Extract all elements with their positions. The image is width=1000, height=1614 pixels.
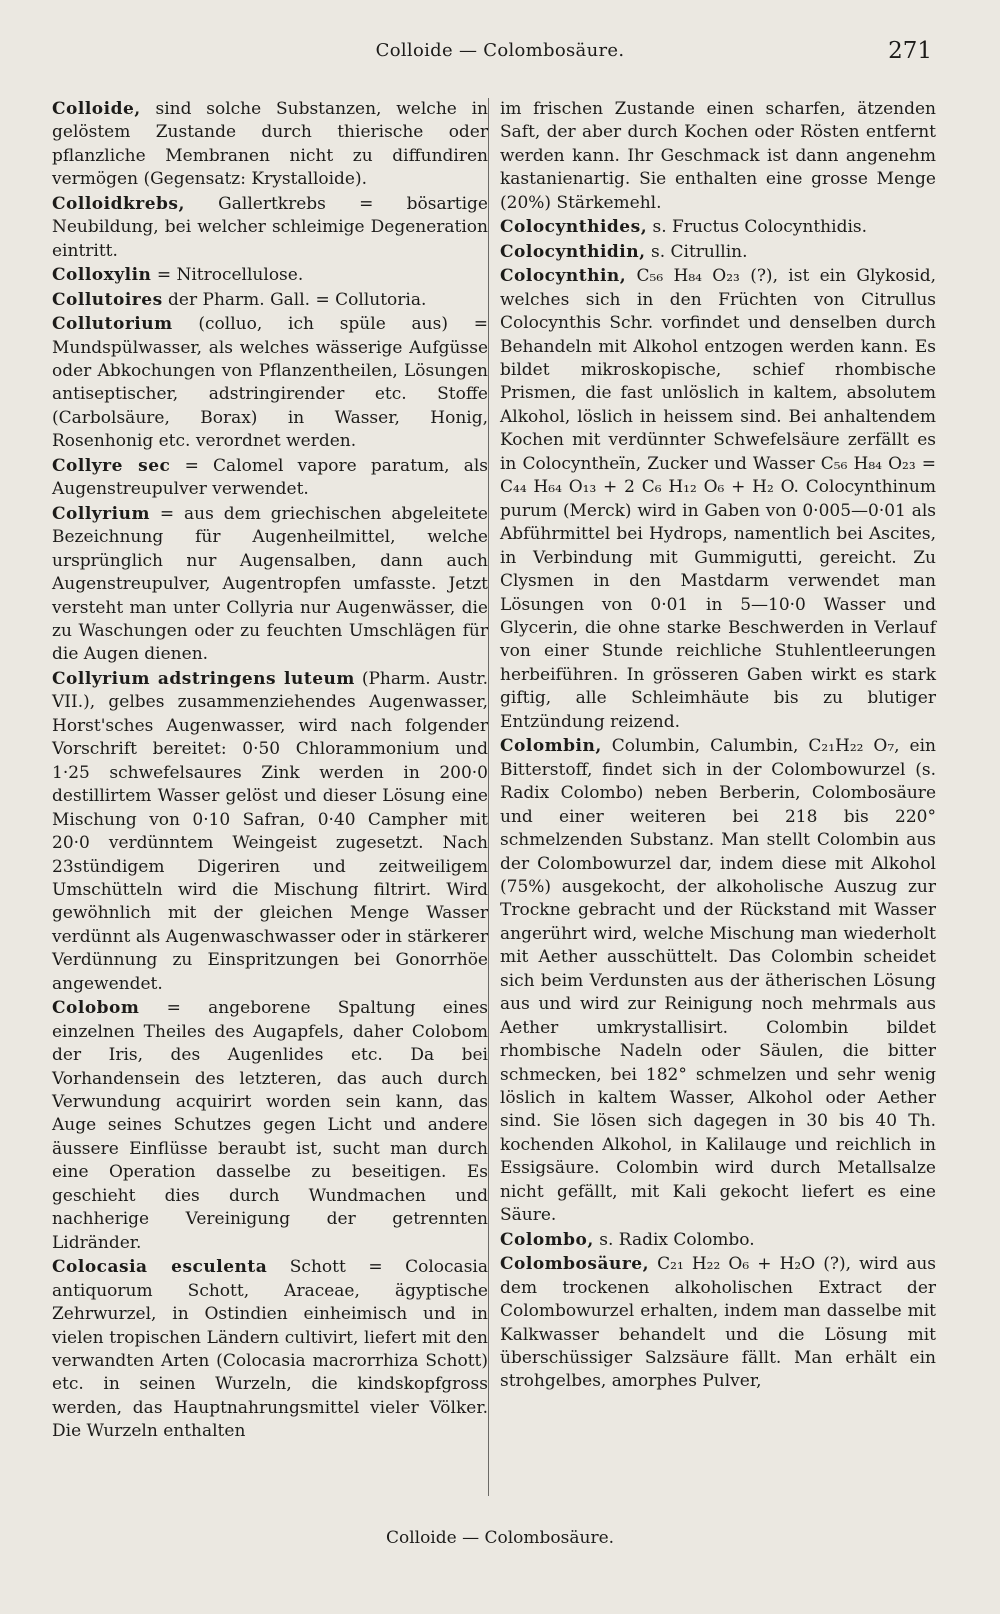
dictionary-entry [500, 98, 936, 215]
entry-text: C₂₁ H₂₂ O₆ + H₂O (?), wird aus dem trockenen alkoholischen Extract der Colombowurzel erhalten, indem man dasselbe mit Kalkwasser behandelt und die Lösung mit überschüssiger Salzsäure fällt. Man erhält ein strohgelbes, amorphes Pulver, [500, 1254, 936, 1392]
dictionary-entry [52, 1256, 488, 1444]
entry-text: der Pharm. Gall. = Collutoria. [162, 289, 427, 310]
entry-headword: Collyrium [52, 503, 150, 524]
dictionary-entry [52, 193, 488, 263]
dictionary-entry [52, 997, 488, 1255]
column-divider [488, 98, 489, 1496]
dictionary-entry [500, 216, 936, 239]
dictionary-entry [500, 1253, 936, 1394]
dictionary-entry [52, 313, 488, 454]
dictionary-entry [500, 241, 936, 264]
entry-headword: Colocynthin, [500, 266, 627, 287]
entry-headword: Colocynthidin, [500, 241, 646, 262]
entry-text: s. Citrullin. [645, 241, 748, 262]
dictionary-entry [52, 289, 488, 312]
entry-text: sind solche Substanzen, welche in gelöstem Zustande durch thierische oder pflanzliche Membranen nicht zu diffundiren vermögen (Gegensatz: Krystalloide). [52, 99, 488, 190]
entry-headword: Collyrium adstringens luteum [52, 668, 355, 689]
dictionary-entry [500, 735, 936, 1228]
running-foot: Colloide — Colombosäure. [385, 1528, 615, 1548]
entry-headword: Collyre sec [52, 455, 171, 476]
entry-text: = angeborene Spaltung eines einzelnen Theiles des Augapfels, daher Colobom der Iris, des Augenlides etc. Da bei Vorhandensein des letzteren, das auch durch Verwundung acquirirt worden sein kann, das Auge seines Schutzes gegen Licht und andere äussere Einflüsse beraubt ist, sucht man durch eine Operation dasselbe zu beseitigen. Es geschieht dies durch Wundmachen und nachherige Vereinigung der getrennten Lidränder. [52, 998, 488, 1253]
entry-headword: Colobom [52, 998, 140, 1019]
entry-headword: Colloxylin [52, 265, 152, 286]
entry-headword: Colombin, [500, 736, 602, 757]
entry-text: (Pharm. Austr. VII.), gelbes zusammenziehendes Augenwasser, Horst'sches Augenwasser, wird nach folgender Vorschrift bereitet: 0·50 Chlorammonium und 1·25 schwefelsaures Zink werden in 200·0 destillirtem Wasser gelöst und dieser Lösung eine Mischung von 0·10 Safran, 0·40 Campher mit 20·0 verdünntem Weingeist zugesetzt. Nach 23stündigem Digeriren und zeitweiligem Umschütteln wird die Mischung filtrirt. Wird gewöhnlich mit der gleichen Menge Wasser verdünnt als Augenwaschwasser oder in stärkerer Verdünnung zu Einspritzungen bei Gonorrhöe angewendet. [52, 668, 488, 994]
entry-headword: Collutoires [52, 289, 163, 310]
entry-text: Gallertkrebs = bösartige Neubildung, bei welcher schleimige Degeneration eintritt. [52, 193, 488, 261]
entry-text: C₅₆ H₈₄ O₂₃ (?), ist ein Glykosid, welches sich in den Früchten von Citrullus Colocynthis Schr. vorfindet und denselben durch Behandeln mit Alkohol entzogen werden kann. Es bildet mikroskopische, schief rhombische Prismen, die fast unlöslich in kaltem, absolutem Alkohol, löslich in heissem sind. Bei anhaltendem Kochen mit verdünnter Schwefelsäure zerfällt es in Colocyntheïn, Zucker und Wasser C₅₆ H₈₄ O₂₃ = C₄₄ H₆₄ O₁₃ + 2 C₆ H₁₂ O₆ + H₂ O. Colocynthinum purum (Merck) wird in Gaben von 0·005—0·01 als Abführmittel bei Hydrops, namentlich bei Ascites, in Verbindung mit Gummigutti, gereicht. Zu Clysmen in den Mastdarm verwendet man Lösungen von 0·01 in 5—10·0 Wasser und Glycerin, die ohne starke Beschwerden in Verlauf von einer Stunde reichliche Stuhlentleerungen herbeiführen. In grösseren Gaben wirkt es stark giftig, alle Schleimhäute bis zu blutiger Entzündung reizend. [500, 266, 936, 732]
entry-headword: Colloidkrebs, [52, 193, 185, 214]
page-number: 271 [888, 38, 932, 64]
dictionary-entry [500, 1229, 936, 1252]
entry-headword: Colocynthides, [500, 217, 648, 238]
entry-headword: Colombo, [500, 1229, 594, 1250]
dictionary-entry [52, 455, 488, 502]
entry-text: Columbin, Calumbin, C₂₁H₂₂ O₇, ein Bitterstoff, findet sich in der Colombowurzel (s. Radix Colombo) neben Berberin, Colombosäure und einer weiteren bei 218 bis 220° schmelzenden Substanz. Man stellt Colombin aus der Colombowurzel dar, indem diese mit Alkohol (75%) ausgekocht, der alkoholische Auszug zur Trockne gebracht und der Rückstand mit Wasser angerührt wird, welche Mischung man wiederholt mit Aether ausschüttelt. Das Colombin scheidet sich beim Verdunsten aus der ätherischen Lösung aus und wird zur Reinigung noch mehrmals aus Aether umkrystallisirt. Colombin bildet rhombische Nadeln oder Säulen, die bitter schmecken, bei 182° schmelzen und sehr wenig löslich in kaltem Wasser, Alkohol oder Aether sind. Sie lösen sich dagegen in 30 bis 40 Th. kochenden Alkohol, in Kalilauge und reichlich in Essigsäure. Colombin wird durch Metallsalze nicht gefällt, mit Kali gekocht liefert es eine Säure. [500, 736, 936, 1226]
entry-text: = Nitrocellulose. [151, 265, 304, 286]
entry-text: im frischen Zustande einen scharfen, ätzenden Saft, der aber durch Kochen oder Rösten entfernt werden kann. Ihr Geschmack ist dann angenehm kastanienartig. Sie enthalten eine grosse Menge (20%) Stärkemehl. [500, 99, 936, 213]
dictionary-entry [52, 98, 488, 192]
entry-text: = Calomel vapore paratum, als Augenstreupulver verwendet. [52, 455, 488, 500]
entry-text: s. Fructus Colocynthidis. [647, 217, 868, 238]
entry-text: Schott = Colocasia antiquorum Schott, Araceae, ägyptische Zehrwurzel, in Ostindien einheimisch und in vielen tropischen Ländern cultivirt, liefert mit den verwandten Arten (Colocasia macrorrhiza Schott) etc. in seinen Wurzeln, die kindskopfgross werden, das Hauptnahrungsmittel vieler Völker. Die Wurzeln enthalten [52, 1257, 488, 1442]
dictionary-entry [500, 265, 936, 734]
right-column [500, 98, 936, 1395]
entry-headword: Colloide, [52, 99, 141, 119]
entry-text: (colluo, ich spüle aus) = Mundspülwasser, als welches wässerige Aufgüsse oder Abkochungen von Pflanzentheilen, Lösungen antiseptischer, adstringirender etc. Stoffe (Carbolsäure, Borax) in Wasser, Honig, Rosenhonig etc. verordnet werden. [52, 314, 488, 452]
dictionary-entry [52, 503, 488, 667]
dictionary-entry [52, 264, 488, 287]
entry-text: s. Radix Colombo. [593, 1229, 755, 1250]
entry-headword: Colocasia esculenta [52, 1257, 268, 1278]
entry-headword: Colombosäure, [500, 1254, 650, 1275]
left-column [52, 98, 488, 1445]
entry-headword: Collutorium [52, 314, 173, 335]
running-head: Colloide — Colombosäure. [375, 40, 625, 61]
entry-text: = aus dem griechischen abgeleitete Bezeichnung für Augenheilmittel, welche ursprünglich nur Augensalben, dann auch Augenstreupulver, Augentropfen umfasste. Jetzt versteht man unter Collyria nur Augenwässer, die zu Waschungen oder zu feuchten Umschlägen für die Augen dienen. [52, 503, 488, 665]
dictionary-entry [52, 668, 488, 996]
